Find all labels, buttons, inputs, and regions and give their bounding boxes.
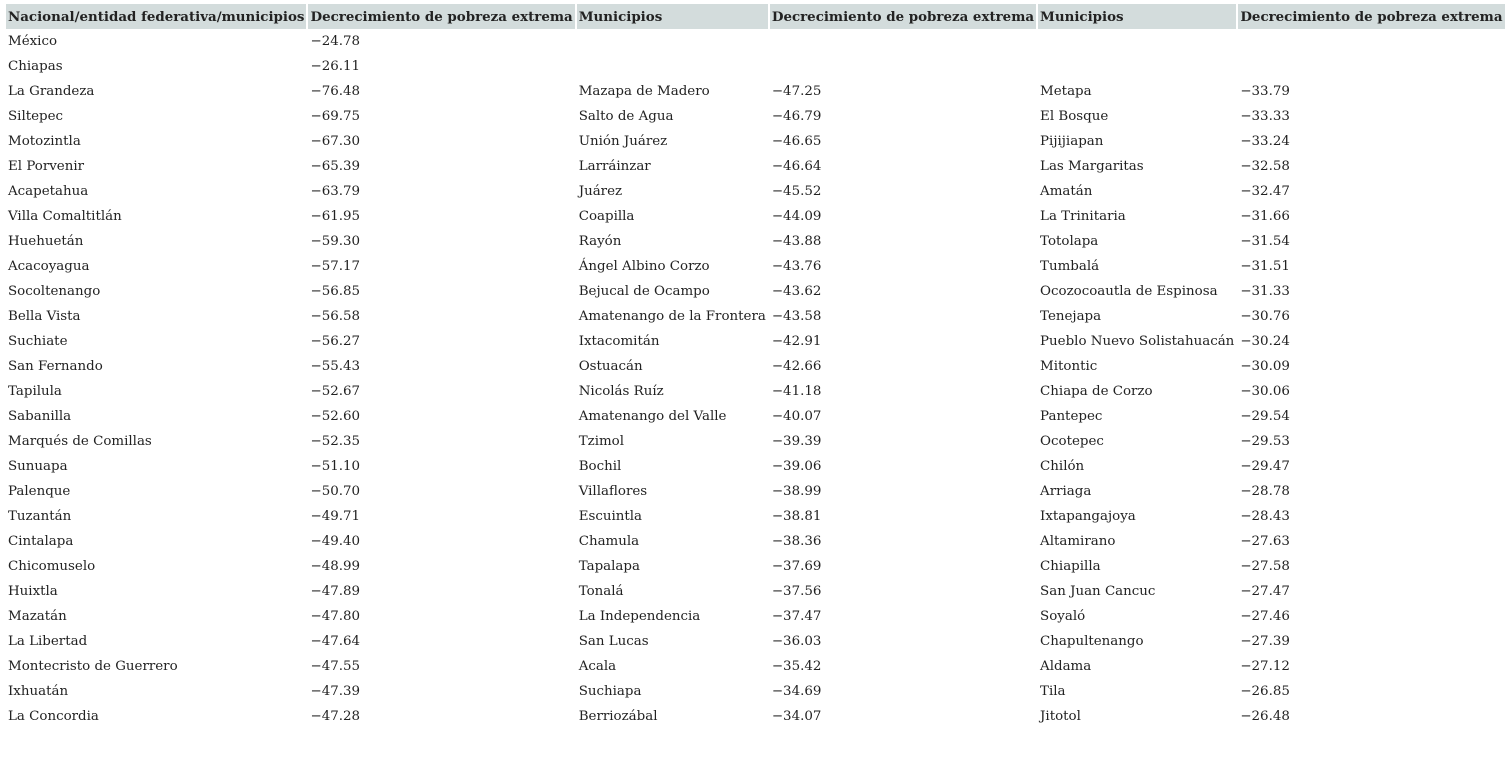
municipio-name-1: Bella Vista xyxy=(8,309,81,324)
table-row xyxy=(6,279,1505,304)
decrease-value-3: −30.06 xyxy=(1240,384,1290,399)
decrease-value-2 xyxy=(770,54,1036,79)
municipio-name-3: La Trinitaria xyxy=(1040,209,1126,224)
decrease-value-3: −31.33 xyxy=(1240,284,1290,299)
municipio-name-1: Suchiate xyxy=(8,334,68,349)
decrease-value-1: −52.35 xyxy=(310,434,361,449)
municipio-name-1: México xyxy=(8,34,58,49)
municipio-name-2 xyxy=(577,54,768,79)
municipio-name-2: Tonalá xyxy=(578,584,624,599)
decrease-value-1: −69.75 xyxy=(310,109,361,124)
municipio-name-2: Larráinzar xyxy=(578,159,651,174)
header-decrease-2: Decrecimiento de pobreza extrema xyxy=(770,4,1036,29)
municipio-name-2: Ixtacomitán xyxy=(578,334,660,349)
header-decrease-1: Decrecimiento de pobreza extrema xyxy=(308,4,574,29)
decrease-value-1: −47.28 xyxy=(310,709,361,724)
municipio-name-2: Tzimol xyxy=(578,434,625,449)
municipio-name-3: Ocozocoautla de Espinosa xyxy=(1040,284,1218,299)
table-row xyxy=(6,554,1505,579)
table-row xyxy=(6,704,1505,729)
municipio-name-1: Ixhuatán xyxy=(8,684,69,699)
decrease-value-3: −26.85 xyxy=(1240,684,1290,699)
municipio-name-3: Mitontic xyxy=(1040,359,1098,374)
decrease-value-2: −38.36 xyxy=(771,534,822,549)
table-row xyxy=(6,404,1505,429)
decrease-value-1: −24.78 xyxy=(310,34,361,49)
municipio-name-3: Chiapilla xyxy=(1040,559,1101,574)
table-row xyxy=(6,204,1505,229)
municipio-name-3: Arriaga xyxy=(1040,484,1092,499)
table-row xyxy=(6,79,1505,104)
header-decrease-3: Decrecimiento de pobreza extrema xyxy=(1238,4,1504,29)
decrease-value-3: −30.09 xyxy=(1240,359,1290,374)
municipio-name-1: Chiapas xyxy=(8,59,63,74)
decrease-value-3: −26.48 xyxy=(1240,709,1290,724)
municipio-name-2: Tapalapa xyxy=(578,559,640,574)
decrease-value-2: −42.66 xyxy=(771,359,822,374)
municipio-name-3: Pantepec xyxy=(1040,409,1103,424)
decrease-value-1: −56.58 xyxy=(310,309,361,324)
decrease-value-2: −46.64 xyxy=(771,159,822,174)
decrease-value-2: −34.69 xyxy=(771,684,822,699)
decrease-value-3: −33.24 xyxy=(1240,134,1290,149)
municipio-name-2: La Independencia xyxy=(578,609,701,624)
decrease-value-3: −27.63 xyxy=(1240,534,1290,549)
municipio-name-1: La Grandeza xyxy=(8,84,95,99)
decrease-value-1: −51.10 xyxy=(310,459,361,474)
municipio-name-1: Motozintla xyxy=(8,134,81,149)
table-row xyxy=(6,29,1505,54)
decrease-value-2: −46.65 xyxy=(771,134,822,149)
municipio-name-1: Sabanilla xyxy=(8,409,72,424)
table-row xyxy=(6,154,1505,179)
header-municipios-3: Municipios xyxy=(1038,4,1236,29)
decrease-value-1: −50.70 xyxy=(310,484,361,499)
decrease-value-2: −41.18 xyxy=(771,384,822,399)
decrease-value-1: −61.95 xyxy=(310,209,361,224)
table-row xyxy=(6,604,1505,629)
municipio-name-2: Amatenango de la Frontera xyxy=(578,309,766,324)
municipio-name-1: La Libertad xyxy=(8,634,88,649)
municipio-name-2 xyxy=(577,29,768,54)
municipio-name-1: Tuzantán xyxy=(8,509,72,524)
table-row xyxy=(6,429,1505,454)
municipio-name-2: Suchiapa xyxy=(578,684,642,699)
decrease-value-1: −52.67 xyxy=(310,384,361,399)
poverty-table xyxy=(4,4,1507,729)
municipio-name-3: Tenejapa xyxy=(1040,309,1102,324)
table-row xyxy=(6,104,1505,129)
municipio-name-1: El Porvenir xyxy=(8,159,85,174)
municipio-name-3: Pijijiapan xyxy=(1040,134,1104,149)
decrease-value-1: −47.89 xyxy=(310,584,361,599)
decrease-value-2 xyxy=(770,29,1036,54)
municipio-name-3: Soyaló xyxy=(1040,609,1086,624)
table-row xyxy=(6,454,1505,479)
decrease-value-1: −49.71 xyxy=(310,509,361,524)
municipio-name-2: Villaflores xyxy=(578,484,648,499)
decrease-value-2: −39.39 xyxy=(771,434,822,449)
municipio-name-2: Unión Juárez xyxy=(578,134,668,149)
decrease-value-2: −34.07 xyxy=(771,709,822,724)
decrease-value-1: −57.17 xyxy=(310,259,361,274)
table-header xyxy=(6,4,1505,29)
municipio-name-1: Huehuetán xyxy=(8,234,84,249)
table-row xyxy=(6,354,1505,379)
municipio-name-1: Sunuapa xyxy=(8,459,68,474)
decrease-value-3: −29.53 xyxy=(1240,434,1290,449)
decrease-value-2: −45.52 xyxy=(771,184,822,199)
table-row xyxy=(6,579,1505,604)
decrease-value-2: −43.88 xyxy=(771,234,822,249)
decrease-value-2: −39.06 xyxy=(771,459,822,474)
municipio-name-1: Acapetahua xyxy=(8,184,89,199)
decrease-value-2: −46.79 xyxy=(771,109,822,124)
municipio-name-3: Totolapa xyxy=(1040,234,1099,249)
decrease-value-3: −31.66 xyxy=(1240,209,1290,224)
decrease-value-1: −48.99 xyxy=(310,559,361,574)
municipio-name-1: Villa Comaltitlán xyxy=(8,209,122,224)
table-row xyxy=(6,379,1505,404)
decrease-value-3: −27.58 xyxy=(1240,559,1290,574)
decrease-value-1: −56.85 xyxy=(310,284,361,299)
decrease-value-1: −76.48 xyxy=(310,84,361,99)
header-row xyxy=(6,4,1505,29)
municipio-name-1: Mazatán xyxy=(8,609,67,624)
decrease-value-1: −49.40 xyxy=(310,534,361,549)
decrease-value-1: −55.43 xyxy=(310,359,361,374)
decrease-value-2: −47.25 xyxy=(771,84,822,99)
municipio-name-3: Amatán xyxy=(1040,184,1093,199)
municipio-name-1: Montecristo de Guerrero xyxy=(8,659,178,674)
decrease-value-3: −33.33 xyxy=(1240,109,1290,124)
municipio-name-3: San Juan Cancuc xyxy=(1040,584,1156,599)
municipio-name-2: Mazapa de Madero xyxy=(578,84,710,99)
decrease-value-2: −43.62 xyxy=(771,284,822,299)
municipio-name-3: Tila xyxy=(1040,684,1066,699)
decrease-value-1: −47.80 xyxy=(310,609,361,624)
decrease-value-2: −44.09 xyxy=(771,209,822,224)
municipio-name-1: San Fernando xyxy=(8,359,103,374)
decrease-value-3: −31.54 xyxy=(1240,234,1290,249)
decrease-value-3: −30.76 xyxy=(1240,309,1290,324)
municipio-name-2: Bochil xyxy=(578,459,622,474)
municipio-name-2: Amatenango del Valle xyxy=(578,409,727,424)
decrease-value-2: −43.76 xyxy=(771,259,822,274)
municipio-name-3 xyxy=(1038,54,1236,79)
decrease-value-1: −67.30 xyxy=(310,134,361,149)
municipio-name-2: Ostuacán xyxy=(578,359,643,374)
poverty-table-container xyxy=(4,4,1507,729)
municipio-name-2: San Lucas xyxy=(578,634,649,649)
municipio-name-2: Rayón xyxy=(578,234,622,249)
municipio-name-3: Pueblo Nuevo Solistahuacán xyxy=(1040,334,1235,349)
municipio-name-1: Tapilula xyxy=(8,384,62,399)
table-row xyxy=(6,504,1505,529)
municipio-name-2: Juárez xyxy=(578,184,623,199)
decrease-value-3 xyxy=(1238,54,1504,79)
decrease-value-2: −37.56 xyxy=(771,584,822,599)
municipio-name-1: Huixtla xyxy=(8,584,58,599)
table-row xyxy=(6,179,1505,204)
decrease-value-3 xyxy=(1238,29,1504,54)
decrease-value-2: −35.42 xyxy=(771,659,822,674)
municipio-name-1: La Concordia xyxy=(8,709,99,724)
table-row xyxy=(6,479,1505,504)
decrease-value-1: −59.30 xyxy=(310,234,361,249)
decrease-value-3: −27.47 xyxy=(1240,584,1290,599)
municipio-name-1: Cintalapa xyxy=(8,534,74,549)
table-row xyxy=(6,679,1505,704)
municipio-name-3: Chapultenango xyxy=(1040,634,1144,649)
decrease-value-3: −29.54 xyxy=(1240,409,1290,424)
table-row xyxy=(6,54,1505,79)
municipio-name-3: Chiapa de Corzo xyxy=(1040,384,1153,399)
decrease-value-1: −47.55 xyxy=(310,659,361,674)
decrease-value-3: −27.39 xyxy=(1240,634,1290,649)
table-row xyxy=(6,304,1505,329)
municipio-name-1: Acacoyagua xyxy=(8,259,90,274)
decrease-value-2: −42.91 xyxy=(771,334,822,349)
decrease-value-2: −37.69 xyxy=(771,559,822,574)
municipio-name-2: Chamula xyxy=(578,534,640,549)
table-row xyxy=(6,254,1505,279)
municipio-name-2: Escuintla xyxy=(578,509,643,524)
municipio-name-2: Bejucal de Ocampo xyxy=(578,284,710,299)
table-body xyxy=(6,29,1505,729)
decrease-value-2: −37.47 xyxy=(771,609,822,624)
decrease-value-1: −47.64 xyxy=(310,634,361,649)
municipio-name-1: Chicomuselo xyxy=(8,559,96,574)
municipio-name-3: Chilón xyxy=(1040,459,1085,474)
table-row xyxy=(6,329,1505,354)
municipio-name-3 xyxy=(1038,29,1236,54)
municipio-name-3: El Bosque xyxy=(1040,109,1109,124)
municipio-name-2: Nicolás Ruíz xyxy=(578,384,664,399)
municipio-name-3: Jitotol xyxy=(1040,709,1081,724)
table-row xyxy=(6,629,1505,654)
decrease-value-2: −40.07 xyxy=(771,409,822,424)
municipio-name-2: Salto de Agua xyxy=(578,109,674,124)
header-municipios-2: Municipios xyxy=(577,4,768,29)
table-row xyxy=(6,654,1505,679)
decrease-value-3: −32.58 xyxy=(1240,159,1290,174)
municipio-name-2: Acala xyxy=(578,659,617,674)
decrease-value-2: −36.03 xyxy=(771,634,822,649)
table-row xyxy=(6,229,1505,254)
decrease-value-3: −30.24 xyxy=(1240,334,1290,349)
municipio-name-3: Las Margaritas xyxy=(1040,159,1144,174)
header-entity: Nacional/entidad federativa/municipios xyxy=(6,4,306,29)
municipio-name-3: Altamirano xyxy=(1040,534,1116,549)
municipio-name-3: Ixtapangajoya xyxy=(1040,509,1136,524)
decrease-value-1: −63.79 xyxy=(310,184,361,199)
table-row xyxy=(6,129,1505,154)
municipio-name-2: Coapilla xyxy=(578,209,635,224)
municipio-name-2: Berriozábal xyxy=(578,709,658,724)
decrease-value-1: −56.27 xyxy=(310,334,361,349)
municipio-name-3: Aldama xyxy=(1040,659,1092,674)
municipio-name-3: Metapa xyxy=(1040,84,1092,99)
decrease-value-3: −27.12 xyxy=(1240,659,1290,674)
decrease-value-3: −32.47 xyxy=(1240,184,1290,199)
municipio-name-3: Ocotepec xyxy=(1040,434,1104,449)
decrease-value-1: −26.11 xyxy=(310,59,361,74)
decrease-value-2: −43.58 xyxy=(771,309,822,324)
decrease-value-3: −28.78 xyxy=(1240,484,1290,499)
municipio-name-3: Tumbalá xyxy=(1040,259,1100,274)
municipio-name-1: Siltepec xyxy=(8,109,64,124)
municipio-name-1: Socoltenango xyxy=(8,284,101,299)
municipio-name-2: Ángel Albino Corzo xyxy=(578,259,710,274)
decrease-value-1: −52.60 xyxy=(310,409,361,424)
decrease-value-3: −33.79 xyxy=(1240,84,1290,99)
table-row xyxy=(6,529,1505,554)
decrease-value-3: −28.43 xyxy=(1240,509,1290,524)
decrease-value-3: −29.47 xyxy=(1240,459,1290,474)
decrease-value-2: −38.81 xyxy=(771,509,822,524)
decrease-value-2: −38.99 xyxy=(771,484,822,499)
municipio-name-1: Marqués de Comillas xyxy=(8,434,152,449)
decrease-value-1: −65.39 xyxy=(310,159,361,174)
decrease-value-1: −47.39 xyxy=(310,684,361,699)
municipio-name-1: Palenque xyxy=(8,484,71,499)
decrease-value-3: −31.51 xyxy=(1240,259,1290,274)
decrease-value-3: −27.46 xyxy=(1240,609,1290,624)
